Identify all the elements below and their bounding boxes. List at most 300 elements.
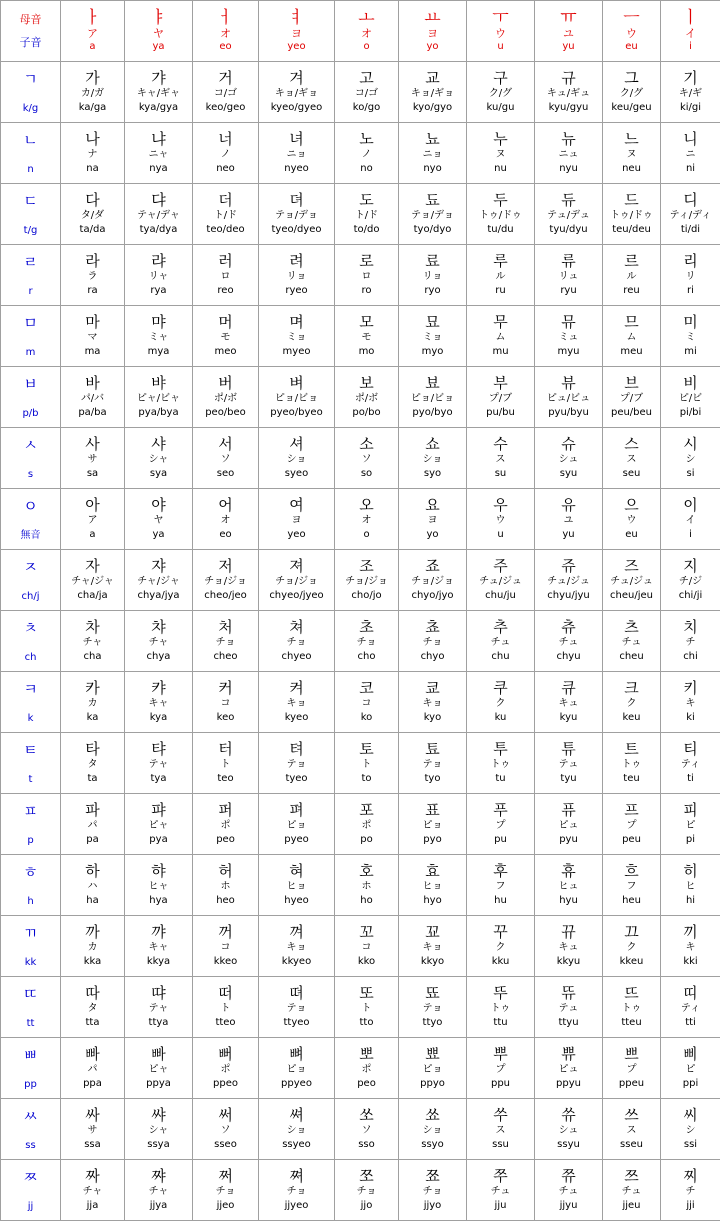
syllable-romanization: cha xyxy=(83,651,102,662)
syllable-cell xyxy=(193,123,259,184)
syllable-hangul: 쎠 xyxy=(289,1106,304,1124)
syllable-cell xyxy=(661,245,720,306)
syllable-cell xyxy=(535,611,603,672)
syllable-cell xyxy=(661,428,720,489)
consonant-romanization: p/b xyxy=(22,407,39,419)
syllable-kana: ト/ド xyxy=(213,210,238,221)
syllable-kana: ル xyxy=(495,271,506,282)
syllable-hangul: 부 xyxy=(493,374,508,392)
syllable-kana: ピュ/ビュ xyxy=(546,393,591,404)
syllable-cell xyxy=(193,1038,259,1099)
syllable-romanization: kyu/gyu xyxy=(548,102,589,113)
syllable-hangul: 츠 xyxy=(624,618,639,636)
syllable-kana: チョ xyxy=(286,637,307,648)
syllable-hangul: 쿄 xyxy=(425,679,440,697)
syllable-cell xyxy=(335,672,399,733)
syllable-cell xyxy=(125,489,193,550)
syllable-kana: キャ/ギャ xyxy=(136,88,181,99)
syllable-cell xyxy=(61,672,125,733)
syllable-hangul: 씨 xyxy=(683,1106,698,1124)
syllable-cell xyxy=(399,977,467,1038)
syllable-cell xyxy=(661,855,720,916)
syllable-hangul: 쳐 xyxy=(289,618,304,636)
syllable-romanization: ryeo xyxy=(285,285,308,296)
syllable-cell xyxy=(125,550,193,611)
syllable-romanization: chyu xyxy=(556,651,581,662)
syllable-kana: チュ xyxy=(621,637,642,648)
consonant-header-cell xyxy=(1,1160,61,1221)
syllable-romanization: ttyeo xyxy=(283,1017,310,1028)
syllable-romanization: meu xyxy=(620,346,643,357)
syllable-kana: ポ/ボ xyxy=(213,393,238,404)
syllable-cell xyxy=(61,428,125,489)
syllable-hangul: 여 xyxy=(289,496,304,514)
syllable-hangul: 으 xyxy=(624,496,639,514)
vowel-hangul: ㅗ xyxy=(358,7,375,28)
consonant-romanization: ch/j xyxy=(21,590,40,602)
syllable-romanization: teu/deu xyxy=(612,224,651,235)
syllable-cell xyxy=(335,1160,399,1221)
syllable-hangul: 차 xyxy=(85,618,100,636)
syllable-romanization: ni xyxy=(685,163,696,174)
syllable-cell xyxy=(259,123,335,184)
syllable-hangul: 무 xyxy=(493,313,508,331)
vowel-header-cell xyxy=(61,1,125,62)
syllable-kana: ヒャ xyxy=(148,881,169,892)
vowel-hangul: ㅕ xyxy=(288,7,305,28)
syllable-hangul: 휴 xyxy=(561,862,576,880)
syllable-cell xyxy=(125,1160,193,1221)
syllable-hangul: 카 xyxy=(85,679,100,697)
syllable-romanization: peu xyxy=(622,834,641,845)
syllable-romanization: ho xyxy=(360,895,373,906)
syllable-hangul: 벼 xyxy=(289,374,304,392)
syllable-kana: ピョ xyxy=(422,820,443,831)
consonant-romanization: ss xyxy=(25,1139,36,1151)
vowel-kana: ヨ xyxy=(427,26,438,40)
syllable-cell xyxy=(535,977,603,1038)
consonant-hangul: ㅎ xyxy=(23,862,38,881)
syllable-romanization: mu xyxy=(492,346,509,357)
syllable-romanization: tti xyxy=(685,1017,696,1028)
syllable-romanization: pyeo xyxy=(284,834,309,845)
syllable-romanization: sa xyxy=(86,468,99,479)
syllable-hangul: 싸 xyxy=(85,1106,100,1124)
consonant-hangul: ㅃ xyxy=(23,1045,38,1064)
syllable-hangul: 느 xyxy=(624,130,639,148)
syllable-kana: コ/ゴ xyxy=(213,88,238,99)
syllable-cell xyxy=(125,733,193,794)
syllable-kana: シ xyxy=(685,454,696,465)
consonant-hangul: ㅇ xyxy=(23,496,38,515)
syllable-hangul: 찌 xyxy=(683,1167,698,1185)
syllable-romanization: jjyeo xyxy=(284,1200,309,1211)
syllable-romanization: peo xyxy=(357,1078,376,1089)
syllable-kana: サ xyxy=(87,454,98,465)
syllable-romanization: tyeo/dyeo xyxy=(271,224,322,235)
syllable-hangul: 티 xyxy=(683,740,698,758)
table-row xyxy=(1,1160,720,1221)
syllable-hangul: 키 xyxy=(683,679,698,697)
syllable-cell xyxy=(259,428,335,489)
syllable-romanization: jju xyxy=(494,1200,507,1211)
syllable-kana: ウ xyxy=(626,515,637,526)
syllable-romanization: ta/da xyxy=(79,224,106,235)
syllable-romanization: pyeo/byeo xyxy=(270,407,323,418)
consonant-romanization: k xyxy=(27,712,34,724)
syllable-hangul: 뱌 xyxy=(151,374,166,392)
syllable-romanization: ppyu xyxy=(556,1078,581,1089)
syllable-hangul: 삐 xyxy=(683,1045,698,1063)
syllable-cell xyxy=(335,428,399,489)
vowel-header-cell xyxy=(535,1,603,62)
syllable-hangul: 어 xyxy=(218,496,233,514)
syllable-romanization: nyu xyxy=(559,163,578,174)
consonant-header-cell xyxy=(1,489,61,550)
syllable-hangul: 우 xyxy=(493,496,508,514)
syllable-romanization: tto xyxy=(359,1017,374,1028)
syllable-hangul: 뀨 xyxy=(561,923,576,941)
corner-cell xyxy=(1,1,61,62)
vowel-hangul: ㅏ xyxy=(84,7,101,28)
table-row xyxy=(1,184,720,245)
syllable-cell xyxy=(335,916,399,977)
syllable-kana: チ/ジ xyxy=(678,576,703,587)
syllable-kana: キョ xyxy=(286,698,307,709)
syllable-hangul: 러 xyxy=(218,252,233,270)
syllable-kana: テャ xyxy=(148,759,169,770)
syllable-kana: トゥ/ドゥ xyxy=(610,210,653,221)
syllable-kana: ソ xyxy=(220,1125,231,1136)
syllable-kana: イ xyxy=(685,515,696,526)
syllable-romanization: su xyxy=(494,468,507,479)
syllable-hangul: 며 xyxy=(289,313,304,331)
syllable-romanization: a xyxy=(89,529,96,540)
syllable-kana: ポ/ボ xyxy=(354,393,379,404)
syllable-kana: プ xyxy=(626,1064,637,1075)
syllable-hangul: 껴 xyxy=(289,923,304,941)
syllable-cell xyxy=(259,306,335,367)
syllable-cell xyxy=(193,306,259,367)
syllable-kana: キョ xyxy=(422,942,443,953)
syllable-romanization: tu/du xyxy=(487,224,514,235)
consonant-hangul: ㅁ xyxy=(23,313,38,332)
syllable-kana: コ xyxy=(220,942,231,953)
syllable-kana: シ xyxy=(685,1125,696,1136)
syllable-romanization: sseu xyxy=(620,1139,643,1150)
syllable-hangul: 타 xyxy=(85,740,100,758)
syllable-romanization: chya/jya xyxy=(137,590,180,601)
syllable-kana: シュ xyxy=(558,454,579,465)
vowel-hangul: ㅓ xyxy=(217,7,234,28)
syllable-hangul: 꾸 xyxy=(493,923,508,941)
syllable-kana: キョ xyxy=(422,698,443,709)
syllable-cell xyxy=(603,672,661,733)
syllable-romanization: pya/bya xyxy=(138,407,179,418)
syllable-cell xyxy=(259,672,335,733)
syllable-kana: タ/ダ xyxy=(80,210,105,221)
syllable-cell xyxy=(535,123,603,184)
syllable-romanization: so xyxy=(360,468,373,479)
syllable-hangul: 툐 xyxy=(425,740,440,758)
syllable-cell xyxy=(467,428,535,489)
syllable-romanization: eu xyxy=(625,529,638,540)
syllable-romanization: kyu xyxy=(559,712,578,723)
syllable-cell xyxy=(661,184,720,245)
syllable-hangul: 빠 xyxy=(151,1045,166,1063)
syllable-kana: テュ xyxy=(558,759,579,770)
table-row xyxy=(1,794,720,855)
syllable-cell xyxy=(535,367,603,428)
syllable-kana: ノ xyxy=(220,149,231,160)
syllable-cell xyxy=(125,62,193,123)
syllable-romanization: ppu xyxy=(490,1078,511,1089)
syllable-cell xyxy=(603,1160,661,1221)
syllable-kana: パ xyxy=(87,1064,98,1075)
syllable-kana: ホ xyxy=(361,881,372,892)
syllable-romanization: tya xyxy=(150,773,167,784)
vowel-kana: オ xyxy=(220,26,231,40)
syllable-romanization: i xyxy=(689,529,692,540)
syllable-kana: カ xyxy=(87,698,98,709)
syllable-cell xyxy=(125,794,193,855)
syllable-cell xyxy=(193,245,259,306)
syllable-kana: パ xyxy=(87,820,98,831)
syllable-kana: ティ xyxy=(680,1003,701,1014)
syllable-hangul: 갸 xyxy=(151,69,166,87)
syllable-kana: チョ xyxy=(422,637,443,648)
syllable-romanization: pyo xyxy=(423,834,442,845)
syllable-kana: ム xyxy=(626,332,637,343)
syllable-cell xyxy=(335,184,399,245)
syllable-kana: ミャ xyxy=(148,332,169,343)
syllable-cell xyxy=(661,672,720,733)
syllable-hangul: 누 xyxy=(493,130,508,148)
consonant-header-cell xyxy=(1,611,61,672)
syllable-hangul: 쬬 xyxy=(425,1167,440,1185)
syllable-kana: ク/グ xyxy=(488,88,513,99)
syllable-hangul: 유 xyxy=(561,496,576,514)
syllable-romanization: reo xyxy=(217,285,234,296)
syllable-romanization: nyeo xyxy=(284,163,309,174)
syllable-romanization: jjya xyxy=(149,1200,168,1211)
vowel-header-row xyxy=(1,1,720,62)
syllable-cell xyxy=(193,611,259,672)
syllable-romanization: sya xyxy=(149,468,168,479)
syllable-hangul: 허 xyxy=(218,862,233,880)
syllable-kana: チョ xyxy=(286,1186,307,1197)
syllable-hangul: 더 xyxy=(218,191,233,209)
syllable-cell xyxy=(193,855,259,916)
consonant-header-cell xyxy=(1,62,61,123)
syllable-cell xyxy=(661,550,720,611)
syllable-hangul: 하 xyxy=(85,862,100,880)
consonant-header-cell xyxy=(1,123,61,184)
syllable-kana: キ xyxy=(685,942,696,953)
syllable-kana: ト xyxy=(361,759,372,770)
syllable-hangul: 듀 xyxy=(561,191,576,209)
syllable-cell xyxy=(661,1099,720,1160)
syllable-kana: チョ xyxy=(215,1186,236,1197)
syllable-romanization: kya xyxy=(149,712,168,723)
syllable-romanization: pyu/byu xyxy=(548,407,589,418)
table-row xyxy=(1,611,720,672)
syllable-hangul: 토 xyxy=(359,740,374,758)
syllable-kana: フ xyxy=(626,881,637,892)
syllable-hangul: 냐 xyxy=(151,130,166,148)
syllable-kana: タ xyxy=(87,1003,98,1014)
syllable-kana: ク xyxy=(495,698,506,709)
syllable-cell xyxy=(193,672,259,733)
syllable-kana: オ xyxy=(220,515,231,526)
syllable-cell xyxy=(335,855,399,916)
syllable-romanization: ttu xyxy=(493,1017,508,1028)
syllable-hangul: 머 xyxy=(218,313,233,331)
syllable-romanization: neu xyxy=(622,163,641,174)
syllable-hangul: 퓨 xyxy=(561,801,576,819)
syllable-kana: ニョ xyxy=(422,149,443,160)
syllable-cell xyxy=(399,184,467,245)
syllable-romanization: ku xyxy=(494,712,507,723)
syllable-hangul: 리 xyxy=(683,252,698,270)
syllable-kana: チョ xyxy=(215,637,236,648)
syllable-cell xyxy=(61,916,125,977)
syllable-hangul: 피 xyxy=(683,801,698,819)
syllable-hangul: 빠 xyxy=(85,1045,100,1063)
vowel-kana: ユ xyxy=(563,26,574,40)
syllable-hangul: 로 xyxy=(359,252,374,270)
syllable-cell xyxy=(193,489,259,550)
syllable-cell xyxy=(259,62,335,123)
vowel-header-cell xyxy=(193,1,259,62)
syllable-romanization: tyu/dyu xyxy=(549,224,588,235)
vowel-hangul: ㅡ xyxy=(623,7,640,28)
vowel-axis-label: 母音 xyxy=(19,13,42,26)
syllable-cell xyxy=(661,977,720,1038)
syllable-romanization: cheo xyxy=(213,651,238,662)
syllable-cell xyxy=(535,1038,603,1099)
syllable-kana: リャ xyxy=(148,271,169,282)
syllable-cell xyxy=(193,428,259,489)
syllable-cell xyxy=(603,1038,661,1099)
syllable-kana: ヤ xyxy=(153,515,164,526)
syllable-romanization: jjyu xyxy=(559,1200,578,1211)
syllable-hangul: 교 xyxy=(425,69,440,87)
syllable-hangul: 뾰 xyxy=(425,1045,440,1063)
syllable-hangul: 뚀 xyxy=(425,984,440,1002)
syllable-cell xyxy=(661,733,720,794)
table-row xyxy=(1,672,720,733)
syllable-kana: ク xyxy=(626,698,637,709)
syllable-cell xyxy=(61,123,125,184)
syllable-cell xyxy=(335,367,399,428)
syllable-hangul: 료 xyxy=(425,252,440,270)
syllable-hangul: 켜 xyxy=(289,679,304,697)
syllable-hangul: 뇨 xyxy=(425,130,440,148)
syllable-romanization: ssu xyxy=(492,1139,509,1150)
syllable-hangul: 뜌 xyxy=(561,984,576,1002)
syllable-romanization: nyo xyxy=(423,163,442,174)
syllable-kana: キュ xyxy=(558,942,579,953)
syllable-romanization: nu xyxy=(494,163,507,174)
syllable-romanization: chyeo xyxy=(281,651,312,662)
syllable-cell xyxy=(661,611,720,672)
vowel-kana: ア xyxy=(87,26,98,40)
syllable-hangul: 흐 xyxy=(624,862,639,880)
syllable-cell xyxy=(603,1099,661,1160)
consonant-hangul: ㄷ xyxy=(23,191,38,210)
syllable-cell xyxy=(467,123,535,184)
syllable-kana: テャ xyxy=(148,1003,169,1014)
syllable-romanization: teo/deo xyxy=(206,224,245,235)
consonant-romanization: jj xyxy=(27,1200,34,1212)
syllable-kana: ティ/ディ xyxy=(669,210,712,221)
syllable-kana: キュ xyxy=(558,698,579,709)
syllable-cell xyxy=(535,550,603,611)
syllable-romanization: jji xyxy=(686,1200,695,1211)
vowel-romanization: yo xyxy=(426,40,439,52)
vowel-hangul: ㅜ xyxy=(492,7,509,28)
syllable-kana: キョ/ギョ xyxy=(410,88,455,99)
syllable-cell xyxy=(335,123,399,184)
syllable-romanization: ryo xyxy=(424,285,441,296)
syllable-kana: ポ xyxy=(220,1064,231,1075)
syllable-hangul: 퍼 xyxy=(218,801,233,819)
syllable-kana: キ xyxy=(685,698,696,709)
syllable-cell xyxy=(125,123,193,184)
vowel-hangul: ㅠ xyxy=(560,7,577,28)
syllable-hangul: 됴 xyxy=(425,191,440,209)
syllable-romanization: ttya xyxy=(148,1017,169,1028)
syllable-romanization: tyo/dyo xyxy=(413,224,452,235)
syllable-romanization: ha xyxy=(86,895,99,906)
syllable-romanization: tyo xyxy=(424,773,441,784)
syllable-romanization: tta xyxy=(85,1017,100,1028)
syllable-romanization: hyu xyxy=(559,895,578,906)
syllable-cell xyxy=(259,855,335,916)
syllable-kana: キョ xyxy=(286,942,307,953)
consonant-header-cell xyxy=(1,550,61,611)
syllable-kana: フ xyxy=(495,881,506,892)
syllable-hangul: 띠 xyxy=(683,984,698,1002)
syllable-romanization: kyeo xyxy=(284,712,309,723)
syllable-cell xyxy=(399,611,467,672)
syllable-romanization: cheo/jeo xyxy=(204,590,247,601)
syllable-hangul: 뜨 xyxy=(624,984,639,1002)
syllable-hangul: 푸 xyxy=(493,801,508,819)
vowel-header-cell xyxy=(661,1,720,62)
syllable-romanization: chu/ju xyxy=(485,590,516,601)
syllable-kana: リ xyxy=(685,271,696,282)
syllable-hangul: 햐 xyxy=(151,862,166,880)
syllable-cell xyxy=(61,367,125,428)
syllable-romanization: myeo xyxy=(282,346,311,357)
syllable-romanization: reu xyxy=(623,285,640,296)
vowel-header-cell xyxy=(259,1,335,62)
syllable-kana: ル xyxy=(626,271,637,282)
syllable-romanization: ya xyxy=(152,529,165,540)
syllable-romanization: pi/bi xyxy=(679,407,702,418)
syllable-kana: テョ/デョ xyxy=(275,210,318,221)
syllable-hangul: 쯔 xyxy=(624,1167,639,1185)
syllable-cell xyxy=(125,428,193,489)
syllable-kana: ミョ xyxy=(286,332,307,343)
syllable-cell xyxy=(125,611,193,672)
syllable-kana: ミョ xyxy=(422,332,443,343)
syllable-hangul: 뷰 xyxy=(561,374,576,392)
syllable-cell xyxy=(61,550,125,611)
syllable-hangul: 아 xyxy=(85,496,100,514)
